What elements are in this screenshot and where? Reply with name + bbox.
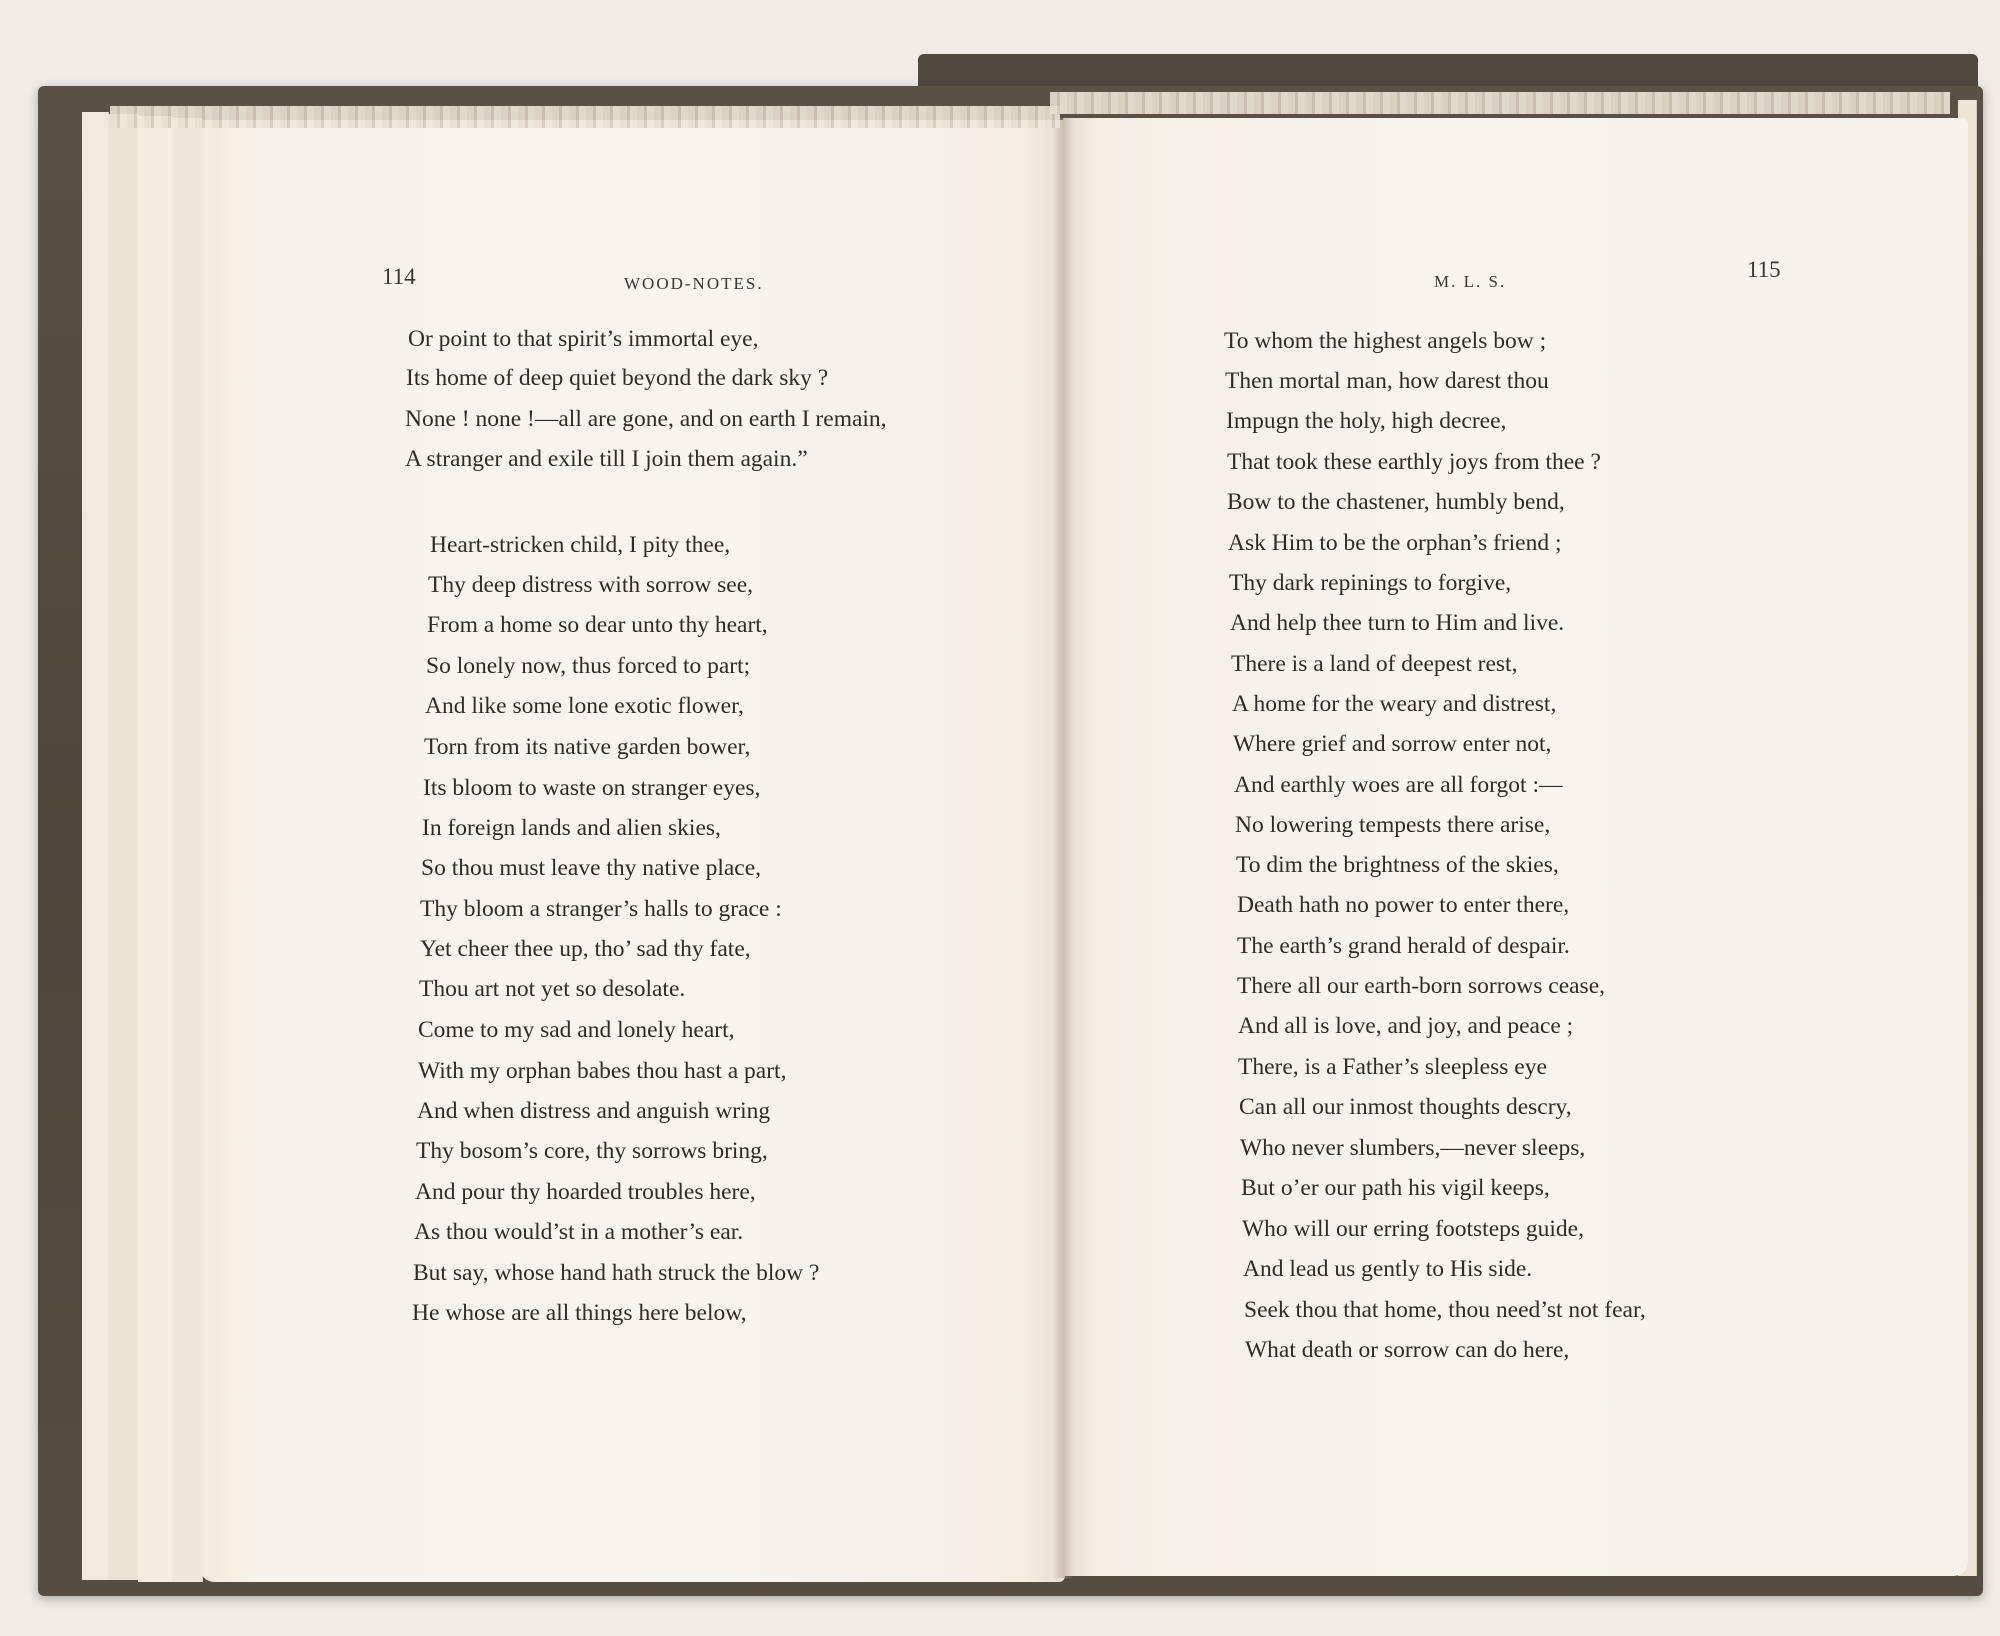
poem-line: And help thee turn to Him and live. <box>1230 610 1565 636</box>
poem-line: There all our earth-born sorrows cease, <box>1237 973 1606 999</box>
poem-line: And all is love, and joy, and peace ; <box>1238 1013 1574 1039</box>
poem-line: No lowering tempests there arise, <box>1235 812 1551 838</box>
poem-line: Thy deep distress with sorrow see, <box>428 572 754 598</box>
poem-line: And like some lone exotic flower, <box>425 693 744 719</box>
poem-line: Thy dark repinings to forgive, <box>1229 570 1512 596</box>
poem-line: Seek thou that home, thou need’st not fear, <box>1244 1297 1646 1323</box>
page-edges <box>82 112 109 1580</box>
poem-line: Or point to that spirit’s immortal eye, <box>408 326 759 352</box>
poem-line: Can all our inmost thoughts descry, <box>1239 1094 1572 1120</box>
poem-line: Yet cheer thee up, tho’ sad thy fate, <box>420 936 751 962</box>
poem-line: There, is a Father’s sleepless eye <box>1238 1054 1547 1080</box>
poem-line: Heart-stricken child, I pity thee, <box>430 532 731 558</box>
poem-line: With my orphan babes thou hast a part, <box>418 1058 787 1084</box>
poem-line: Its bloom to waste on stranger eyes, <box>423 775 761 801</box>
poem-line: Impugn the holy, high decree, <box>1226 408 1507 434</box>
poem-line: He whose are all things here below, <box>412 1300 747 1326</box>
poem-line: Thou art not yet so desolate. <box>419 976 686 1002</box>
poem-line: That took these earthly joys from thee ? <box>1227 449 1601 475</box>
poem-line: Then mortal man, how darest thou <box>1225 368 1549 394</box>
poem-line: So thou must leave thy native place, <box>421 855 762 881</box>
poem-line: Who never slumbers,—never sleeps, <box>1240 1135 1586 1161</box>
poem-line: There is a land of deepest rest, <box>1231 651 1518 677</box>
page-edges <box>138 116 173 1582</box>
running-head-right: M. L. S. <box>1434 272 1507 291</box>
poem-line: Its home of deep quiet beyond the dark sky ? <box>406 365 829 391</box>
poem-line: What death or sorrow can do here, <box>1245 1337 1570 1363</box>
poem-line: And earthly woes are all forgot :— <box>1234 772 1563 798</box>
poem-line: Death hath no power to enter there, <box>1237 892 1570 918</box>
page-number-right: 115 <box>1747 257 1781 282</box>
poem-line: None ! none !—all are gone, and on earth I remain, <box>405 406 887 432</box>
book-gutter <box>1052 118 1074 1578</box>
deckled-top-edge-left <box>110 106 1060 128</box>
poem-line: Thy bosom’s core, thy sorrows bring, <box>416 1138 768 1164</box>
running-head-left: WOOD-NOTES. <box>624 274 764 293</box>
poem-line: In foreign lands and alien skies, <box>422 815 721 841</box>
poem-line: As thou would’st in a mother’s ear. <box>414 1219 744 1245</box>
deckled-top-edge-right <box>1050 92 1950 114</box>
poem-line: And pour thy hoarded troubles here, <box>415 1179 756 1205</box>
poem-line: So lonely now, thus forced to part; <box>426 653 751 679</box>
poem-line: Where grief and sorrow enter not, <box>1233 731 1552 757</box>
poem-line: Ask Him to be the orphan’s friend ; <box>1228 530 1562 556</box>
poem-line: But o’er our path his vigil keeps, <box>1241 1175 1550 1201</box>
poem-line: Torn from its native garden bower, <box>424 734 751 760</box>
page-edges <box>172 118 203 1582</box>
poem-line: And when distress and anguish wring <box>417 1098 771 1124</box>
poem-line: From a home so dear unto thy heart, <box>427 612 768 638</box>
poem-line: The earth’s grand herald of despair. <box>1237 933 1570 959</box>
page-edges <box>108 114 139 1580</box>
poem-line: Thy bloom a stranger’s halls to grace : <box>420 896 782 922</box>
poem-line: But say, whose hand hath struck the blow ? <box>413 1260 820 1286</box>
poem-line: A stranger and exile till I join them again.” <box>405 446 808 472</box>
poem-line: To dim the brightness of the skies, <box>1236 852 1559 878</box>
poem-line: Who will our erring footsteps guide, <box>1242 1216 1584 1242</box>
poem-line: A home for the weary and distrest, <box>1232 691 1557 717</box>
poem-line: To whom the highest angels bow ; <box>1224 328 1547 354</box>
poem-line: Come to my sad and lonely heart, <box>418 1017 735 1043</box>
poem-line: Bow to the chastener, humbly bend, <box>1227 489 1565 515</box>
poem-line: And lead us gently to His side. <box>1243 1256 1533 1282</box>
page-number-left: 114 <box>382 264 416 289</box>
